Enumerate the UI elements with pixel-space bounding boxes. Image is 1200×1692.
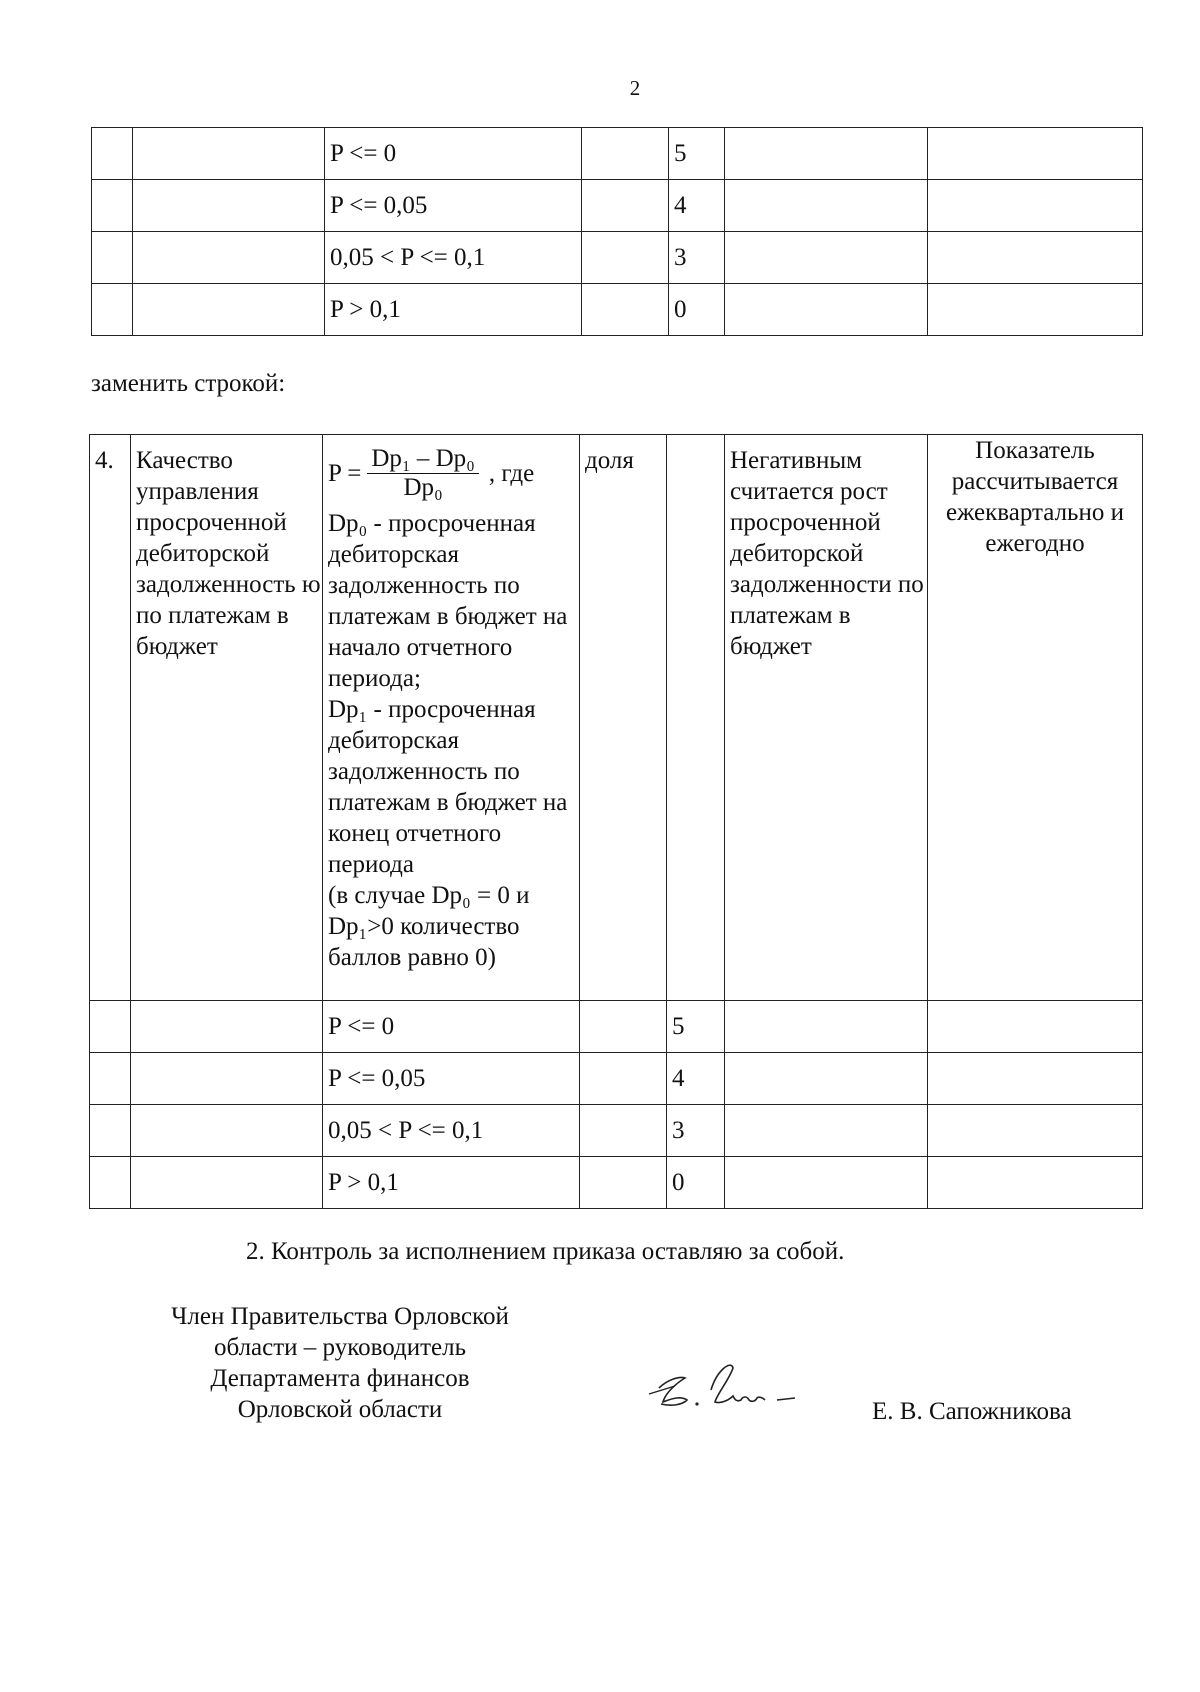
trend-cell: Негативным считается рост просроченной дебиторской задолженности по платежам в бюджет (725, 435, 928, 1001)
empty-cell (582, 128, 669, 180)
replacement-row-table (89, 434, 1143, 1209)
empty-cell (582, 180, 669, 232)
row-number: 4. (90, 435, 131, 1001)
formula (328, 445, 579, 502)
unit-cell: доля (580, 435, 667, 1001)
score-cell: 5 (669, 128, 725, 180)
control-clause: 2. Контроль за исполнением приказа оставляю за собой. (246, 1238, 845, 1265)
condition-cell: 0,05 < P <= 0,1 (323, 1105, 580, 1157)
empty-cell (725, 1105, 928, 1157)
empty-cell (131, 1157, 323, 1209)
score-cell: 5 (667, 1001, 725, 1053)
empty-cell (90, 1157, 131, 1209)
score-cell: 0 (669, 284, 725, 336)
empty-cell (133, 180, 325, 232)
condition-cell: P > 0,1 (325, 284, 582, 336)
signatory-title-line: Член Правительства Орловской области – руководитель Департамента финансов Орловской области (171, 1303, 509, 1423)
condition-cell: P <= 0,05 (323, 1053, 580, 1105)
empty-cell (928, 232, 1143, 284)
empty-cell (133, 284, 325, 336)
formula-lhs: P = (328, 460, 362, 487)
page-number: 2 (629, 76, 641, 100)
score-row (90, 1001, 1143, 1053)
empty-cell (725, 180, 928, 232)
score-cell: 4 (669, 180, 725, 232)
condition-cell: P <= 0 (323, 1001, 580, 1053)
condition-cell: P > 0,1 (323, 1157, 580, 1209)
empty-cell (928, 180, 1143, 232)
empty-cell (928, 284, 1143, 336)
score-row (92, 232, 1143, 284)
previous-rows-table (91, 127, 1143, 336)
empty-cell (928, 1105, 1143, 1157)
score-row (92, 180, 1143, 232)
empty-cell (582, 232, 669, 284)
empty-cell (133, 232, 325, 284)
formula-tail: , где (488, 460, 535, 487)
score-cell: 3 (667, 1105, 725, 1157)
formula-definitions: Dp₀ - просроченная дебиторская задолженность по платежам в бюджет на начало отчетного периода; Dp₁ - просроченная дебиторская задолженность по платежам в бюджет на конец отчетного периода (в случае Dp₀ = 0 и Dp₁>0 количество баллов равно 0) (328, 510, 568, 971)
score-row (92, 128, 1143, 180)
condition-cell: 0,05 < P <= 0,1 (325, 232, 582, 284)
empty-cell (582, 284, 669, 336)
condition-cell: P <= 0 (325, 128, 582, 180)
replace-instruction: заменить строкой: (91, 370, 286, 397)
indicator-row (90, 435, 1143, 1001)
score-row (90, 1053, 1143, 1105)
empty-cell (725, 1157, 928, 1209)
empty-cell (580, 1105, 667, 1157)
formula-cell (323, 435, 580, 1001)
empty-cell (725, 1001, 928, 1053)
empty-cell (580, 1157, 667, 1209)
empty-cell (928, 1157, 1143, 1209)
formula-denominator: Dp₀ (403, 474, 443, 501)
empty-cell (131, 1053, 323, 1105)
empty-cell (580, 1001, 667, 1053)
empty-cell (90, 1053, 131, 1105)
formula-numerator: Dp₁ – Dp₀ (367, 445, 479, 474)
formula-fraction (367, 445, 479, 502)
empty-cell (133, 128, 325, 180)
indicator-name: Качество управления просроченной дебиторской задолженность ю по платежам в бюджет (131, 435, 323, 1001)
empty-cell (92, 232, 133, 284)
handwritten-signature (645, 1350, 815, 1420)
empty-cell (725, 1053, 928, 1105)
empty-cell (131, 1001, 323, 1053)
empty-cell (131, 1105, 323, 1157)
empty-cell (580, 1053, 667, 1105)
empty-cell (725, 128, 928, 180)
empty-cell (928, 128, 1143, 180)
score-row (90, 1105, 1143, 1157)
score-cell: 4 (667, 1053, 725, 1105)
score-row (92, 284, 1143, 336)
score-row (90, 1157, 1143, 1209)
signatory-title (140, 1301, 540, 1425)
signatory-name: Е. В. Сапожникова (872, 1398, 1072, 1425)
note-cell: Показатель рассчитывается ежеквартально и ежегодно (928, 435, 1143, 1001)
empty-cell (92, 128, 133, 180)
empty-cell (90, 1001, 131, 1053)
empty-cell (92, 284, 133, 336)
empty-cell (725, 284, 928, 336)
condition-cell: P <= 0,05 (325, 180, 582, 232)
score-cell: 3 (669, 232, 725, 284)
empty-cell (725, 232, 928, 284)
empty-cell (928, 1001, 1143, 1053)
empty-cell (92, 180, 133, 232)
empty-cell (928, 1053, 1143, 1105)
score-cell (667, 435, 725, 1001)
score-cell: 0 (667, 1157, 725, 1209)
empty-cell (90, 1105, 131, 1157)
